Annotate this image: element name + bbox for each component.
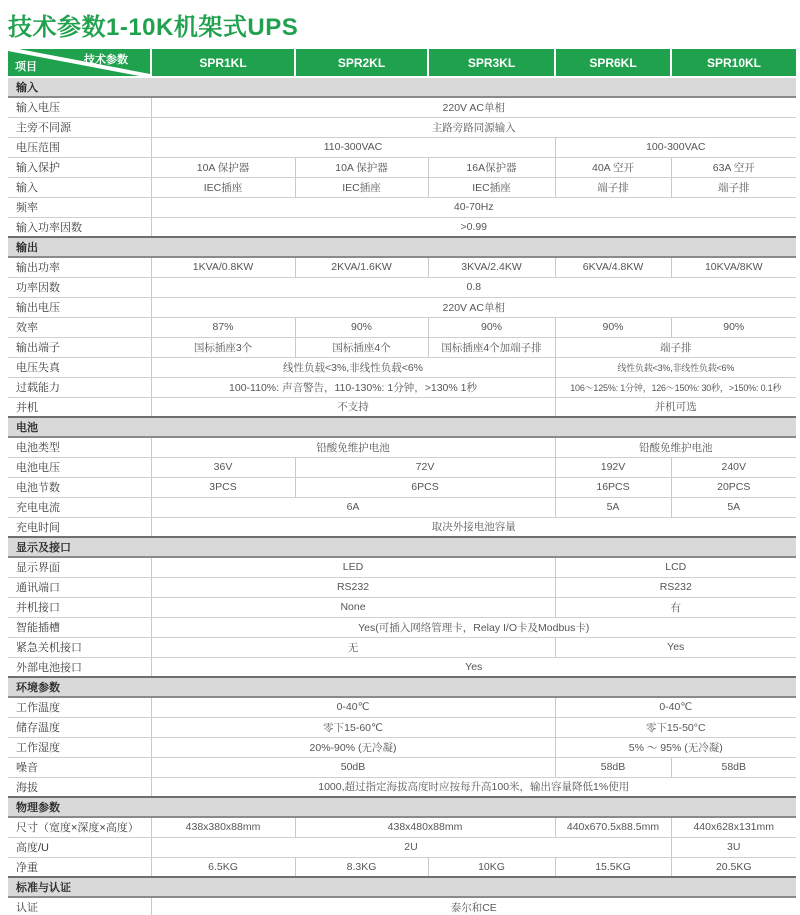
section-row bbox=[8, 537, 796, 557]
spec-value: 72V bbox=[295, 457, 555, 477]
spec-row bbox=[8, 457, 796, 477]
spec-row bbox=[8, 317, 796, 337]
spec-value: 0.8 bbox=[151, 277, 796, 297]
section-title: 标准与认证 bbox=[8, 877, 796, 897]
spec-value: 3PCS bbox=[151, 477, 295, 497]
section-title: 显示及接口 bbox=[8, 537, 796, 557]
spec-value: 端子排 bbox=[671, 177, 796, 197]
row-label: 电池节数 bbox=[8, 477, 151, 497]
row-label: 通讯端口 bbox=[8, 577, 151, 597]
header-row bbox=[8, 49, 796, 77]
section-row bbox=[8, 417, 796, 437]
spec-row bbox=[8, 737, 796, 757]
spec-row bbox=[8, 437, 796, 457]
spec-row bbox=[8, 757, 796, 777]
spec-value: 20%-90% (无冷凝) bbox=[151, 737, 555, 757]
spec-row bbox=[8, 197, 796, 217]
spec-value: 铅酸免维护电池 bbox=[151, 437, 555, 457]
spec-value: 有 bbox=[555, 597, 796, 617]
spec-value: 87% bbox=[151, 317, 295, 337]
spec-value: 220V AC单相 bbox=[151, 97, 796, 117]
row-label: 噪音 bbox=[8, 757, 151, 777]
spec-row bbox=[8, 577, 796, 597]
spec-value: 438x480x88mm bbox=[295, 817, 555, 837]
section-row bbox=[8, 877, 796, 897]
spec-value: 58dB bbox=[555, 757, 671, 777]
spec-value: 主路旁路同源输入 bbox=[151, 117, 796, 137]
spec-row bbox=[8, 97, 796, 117]
spec-row bbox=[8, 497, 796, 517]
spec-value: 220V AC单相 bbox=[151, 297, 796, 317]
spec-value: LCD bbox=[555, 557, 796, 577]
spec-value: 端子排 bbox=[555, 337, 796, 357]
column-header-spr10kl: SPR10KL bbox=[671, 49, 796, 77]
column-header-spr3kl: SPR3KL bbox=[428, 49, 555, 77]
spec-value: 50dB bbox=[151, 757, 555, 777]
row-label: 工作湿度 bbox=[8, 737, 151, 757]
spec-value: 3KVA/2.4KW bbox=[428, 257, 555, 277]
row-label: 输入 bbox=[8, 177, 151, 197]
spec-value: 16PCS bbox=[555, 477, 671, 497]
spec-value: 并机可选 bbox=[555, 397, 796, 417]
row-label: 充电时间 bbox=[8, 517, 151, 537]
spec-value: 零下15-60℃ bbox=[151, 717, 555, 737]
spec-value: 1KVA/0.8KW bbox=[151, 257, 295, 277]
spec-value: 110-300VAC bbox=[151, 137, 555, 157]
spec-value: 端子排 bbox=[555, 177, 671, 197]
row-label: 电池电压 bbox=[8, 457, 151, 477]
spec-value: 线性负载<3%,非线性负载<6% bbox=[151, 357, 555, 377]
spec-value: 2U bbox=[151, 837, 671, 857]
spec-row bbox=[8, 137, 796, 157]
spec-row bbox=[8, 697, 796, 717]
row-label: 输出端子 bbox=[8, 337, 151, 357]
column-header-spr1kl: SPR1KL bbox=[151, 49, 295, 77]
spec-value: 6A bbox=[151, 497, 555, 517]
spec-value: >0.99 bbox=[151, 217, 796, 237]
spec-value: 5A bbox=[555, 497, 671, 517]
row-label: 电池类型 bbox=[8, 437, 151, 457]
section-title: 电池 bbox=[8, 417, 796, 437]
spec-value: 泰尔和CE bbox=[151, 897, 796, 915]
spec-value: 10A 保护器 bbox=[295, 157, 428, 177]
row-label: 净重 bbox=[8, 857, 151, 877]
spec-value: 240V bbox=[671, 457, 796, 477]
spec-row bbox=[8, 477, 796, 497]
spec-value: 40-70Hz bbox=[151, 197, 796, 217]
spec-value: Yes bbox=[151, 657, 796, 677]
spec-value: 58dB bbox=[671, 757, 796, 777]
spec-row bbox=[8, 557, 796, 577]
spec-row bbox=[8, 177, 796, 197]
row-label: 输出电压 bbox=[8, 297, 151, 317]
spec-value: 5A bbox=[671, 497, 796, 517]
row-label: 工作温度 bbox=[8, 697, 151, 717]
row-label: 输入功率因数 bbox=[8, 217, 151, 237]
spec-value: 1000,超过指定海拔高度时应按每升高100米，输出容量降低1%使用 bbox=[151, 777, 796, 797]
row-label: 并机 bbox=[8, 397, 151, 417]
spec-table-header bbox=[8, 49, 796, 77]
spec-value: 40A 空开 bbox=[555, 157, 671, 177]
column-header-spr6kl: SPR6KL bbox=[555, 49, 671, 77]
row-label: 并机接口 bbox=[8, 597, 151, 617]
spec-row bbox=[8, 857, 796, 877]
spec-row bbox=[8, 637, 796, 657]
spec-row bbox=[8, 817, 796, 837]
spec-value: 20.5KG bbox=[671, 857, 796, 877]
spec-value: 90% bbox=[555, 317, 671, 337]
spec-value: IEC插座 bbox=[151, 177, 295, 197]
spec-value: 63A 空开 bbox=[671, 157, 796, 177]
column-header-spr2kl: SPR2KL bbox=[295, 49, 428, 77]
spec-row bbox=[8, 597, 796, 617]
corner-label-item: 项目 bbox=[15, 61, 37, 73]
row-label: 功率因数 bbox=[8, 277, 151, 297]
section-title: 输出 bbox=[8, 237, 796, 257]
spec-value: Yes(可插入网络管理卡，Relay I/O卡及Modbus卡) bbox=[151, 617, 796, 637]
section-title: 环境参数 bbox=[8, 677, 796, 697]
spec-value: IEC插座 bbox=[295, 177, 428, 197]
spec-value: 线性负载<3%,非线性负载<6% bbox=[555, 357, 796, 377]
spec-value: 0-40℃ bbox=[151, 697, 555, 717]
spec-value: 438x380x88mm bbox=[151, 817, 295, 837]
spec-value: 5% ～ 95% (无冷凝) bbox=[555, 737, 796, 757]
section-row bbox=[8, 77, 796, 97]
row-label: 频率 bbox=[8, 197, 151, 217]
row-label: 主旁不同源 bbox=[8, 117, 151, 137]
spec-row bbox=[8, 257, 796, 277]
section-title: 物理参数 bbox=[8, 797, 796, 817]
spec-row bbox=[8, 837, 796, 857]
spec-row bbox=[8, 777, 796, 797]
row-label: 电压范围 bbox=[8, 137, 151, 157]
spec-row bbox=[8, 217, 796, 237]
spec-value: LED bbox=[151, 557, 555, 577]
spec-value: 6KVA/4.8KW bbox=[555, 257, 671, 277]
row-label: 效率 bbox=[8, 317, 151, 337]
spec-row bbox=[8, 517, 796, 537]
spec-value: None bbox=[151, 597, 555, 617]
spec-value: RS232 bbox=[151, 577, 555, 597]
spec-value: 3U bbox=[671, 837, 796, 857]
spec-value: 16A保护器 bbox=[428, 157, 555, 177]
spec-value: 0-40℃ bbox=[555, 697, 796, 717]
spec-row bbox=[8, 297, 796, 317]
spec-row bbox=[8, 897, 796, 915]
section-row bbox=[8, 797, 796, 817]
spec-value: 100-300VAC bbox=[555, 137, 796, 157]
page-title: 技术参数1-10K机架式UPS bbox=[8, 14, 299, 41]
row-label: 海拔 bbox=[8, 777, 151, 797]
spec-row bbox=[8, 397, 796, 417]
spec-value: 440x628x131mm bbox=[671, 817, 796, 837]
spec-value: 90% bbox=[428, 317, 555, 337]
spec-value: 不支持 bbox=[151, 397, 555, 417]
row-label: 智能插槽 bbox=[8, 617, 151, 637]
row-label: 储存温度 bbox=[8, 717, 151, 737]
spec-value: RS232 bbox=[555, 577, 796, 597]
spec-value: 国标插座4个 bbox=[295, 337, 428, 357]
spec-value: 零下15-50°C bbox=[555, 717, 796, 737]
row-label: 显示界面 bbox=[8, 557, 151, 577]
spec-row bbox=[8, 117, 796, 137]
spec-row bbox=[8, 717, 796, 737]
spec-row bbox=[8, 657, 796, 677]
spec-value: 10KVA/8KW bbox=[671, 257, 796, 277]
row-label: 输入保护 bbox=[8, 157, 151, 177]
spec-value: 2KVA/1.6KW bbox=[295, 257, 428, 277]
spec-value: 90% bbox=[295, 317, 428, 337]
spec-value: 国标插座3个 bbox=[151, 337, 295, 357]
section-title: 输入 bbox=[8, 77, 796, 97]
row-label: 电压失真 bbox=[8, 357, 151, 377]
spec-row bbox=[8, 337, 796, 357]
corner-header-cell bbox=[8, 49, 151, 77]
spec-value: 6.5KG bbox=[151, 857, 295, 877]
spec-value: 440x670.5x88.5mm bbox=[555, 817, 671, 837]
row-label: 输入电压 bbox=[8, 97, 151, 117]
spec-value: 36V bbox=[151, 457, 295, 477]
spec-value: 国标插座4个加端子排 bbox=[428, 337, 555, 357]
row-label: 尺寸（宽度×深度×高度） bbox=[8, 817, 151, 837]
spec-value: 取决外接电池容量 bbox=[151, 517, 796, 537]
spec-row bbox=[8, 357, 796, 377]
spec-value: IEC插座 bbox=[428, 177, 555, 197]
spec-row bbox=[8, 157, 796, 177]
row-label: 紧急关机接口 bbox=[8, 637, 151, 657]
spec-table-body bbox=[8, 77, 796, 915]
spec-value: 10A 保护器 bbox=[151, 157, 295, 177]
row-label: 高度/U bbox=[8, 837, 151, 857]
section-row bbox=[8, 677, 796, 697]
spec-value: 15.5KG bbox=[555, 857, 671, 877]
spec-value: 无 bbox=[151, 637, 555, 657]
spec-row bbox=[8, 277, 796, 297]
spec-row bbox=[8, 377, 796, 397]
section-row bbox=[8, 237, 796, 257]
row-label: 输出功率 bbox=[8, 257, 151, 277]
row-label: 外部电池接口 bbox=[8, 657, 151, 677]
spec-value: 90% bbox=[671, 317, 796, 337]
spec-row bbox=[8, 617, 796, 637]
spec-value: 10KG bbox=[428, 857, 555, 877]
row-label: 过载能力 bbox=[8, 377, 151, 397]
spec-value: 6PCS bbox=[295, 477, 555, 497]
spec-value: 106～125%: 1分钟，126～150%: 30秒，>150%: 0.1秒 bbox=[555, 377, 796, 397]
corner-label-parameters: 技术参数 bbox=[84, 54, 128, 66]
spec-value: 8.3KG bbox=[295, 857, 428, 877]
spec-value: Yes bbox=[555, 637, 796, 657]
spec-value: 100-110%: 声音警告，110-130%: 1分钟，>130% 1秒 bbox=[151, 377, 555, 397]
spec-value: 铅酸免维护电池 bbox=[555, 437, 796, 457]
row-label: 充电电流 bbox=[8, 497, 151, 517]
spec-value: 20PCS bbox=[671, 477, 796, 497]
spec-table bbox=[8, 49, 796, 915]
row-label: 认证 bbox=[8, 897, 151, 915]
spec-value: 192V bbox=[555, 457, 671, 477]
